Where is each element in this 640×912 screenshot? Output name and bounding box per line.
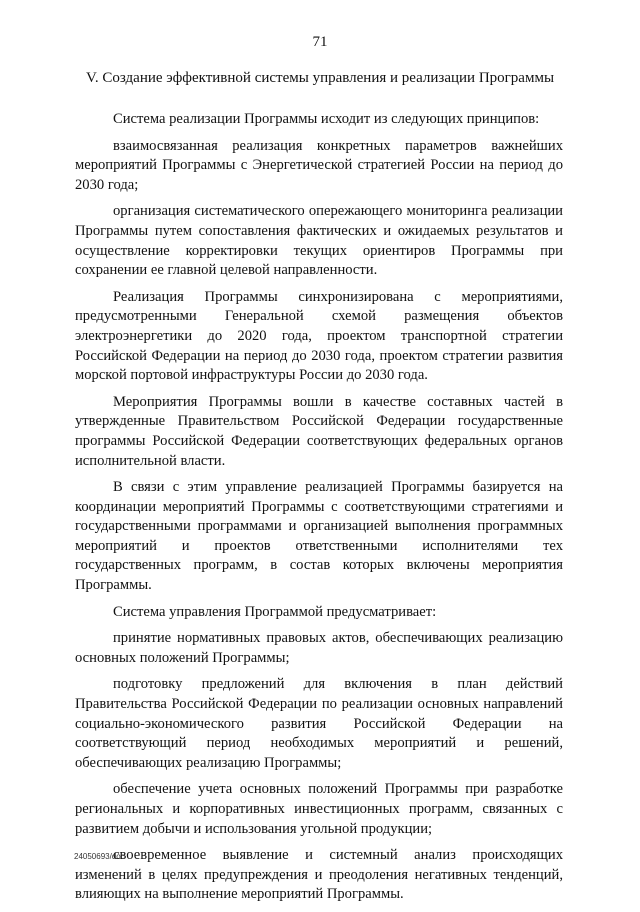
- section-title: V. Создание эффективной системы управления и реализации Программы: [85, 70, 555, 86]
- document-body: [75, 110, 563, 912]
- paragraph: В связи с этим управление реализацией Программы базируется на координации мероприятий Программы с соответствующими стратегиями и государственными программами и организацией выполнения программных мероприятий и проектов ответственными исполнителями тех государственных программ, в состав которых включены мероприятия Программы.: [75, 479, 563, 594]
- paragraph: своевременное выявление и системный анализ происходящих изменений в целях предупреждения и преодоления негативных тенденций, влияющих на выполнение мероприятий Программы.: [75, 847, 563, 903]
- paragraph: Система управления Программой предусматривает:: [113, 603, 437, 620]
- paragraph: Система реализации Программы исходит из следующих принципов:: [113, 111, 540, 127]
- paragraph: Мероприятия Программы вошли в качестве составных частей в утвержденные Правительством Российской Федерации государственные программы Российской Федерации соответствующих федеральных органов исполнительной власти.: [75, 393, 563, 469]
- page-number: 71: [312, 34, 328, 50]
- paragraph: принятие нормативных правовых актов, обеспечивающих реализацию основных положений Программы;: [75, 630, 563, 666]
- paragraph: подготовку предложений для включения в план действий Правительства Российской Федерации по реализации основных направлений социально-экономического развития Российской Федерации на соответствующий период необходимых мероприятий и решений, обеспечивающих реализацию Программы;: [75, 676, 563, 771]
- paragraph: обеспечение учета основных положений Программы при разработке региональных и корпоративных инвестиционных программ, связанных с развитием добычи и использования угольной продукции;: [75, 781, 563, 837]
- paragraph: взаимосвязанная реализация конкретных параметров важнейших мероприятий Программы с Энергетической стратегией России на период до 2030 года;: [75, 137, 563, 193]
- document-footer-id: 24050693/doc: [74, 852, 125, 861]
- paragraph: организация систематического опережающего мониторинга реализации Программы путем сопоставления фактических и ожидаемых результатов и осуществление корректировки текущих ориентиров Программы при сохранении ее главной целевой направленности.: [75, 203, 563, 279]
- paragraph: Реализация Программы синхронизирована с мероприятиями, предусмотренными Генеральной схемой размещения объектов электроэнергетики до 2020 года, проектом транспортной стратегии Российской Федерации на период до 2030 года, проектом стратегии развития морской портовой инфраструктуры России до 2030 года.: [75, 288, 563, 384]
